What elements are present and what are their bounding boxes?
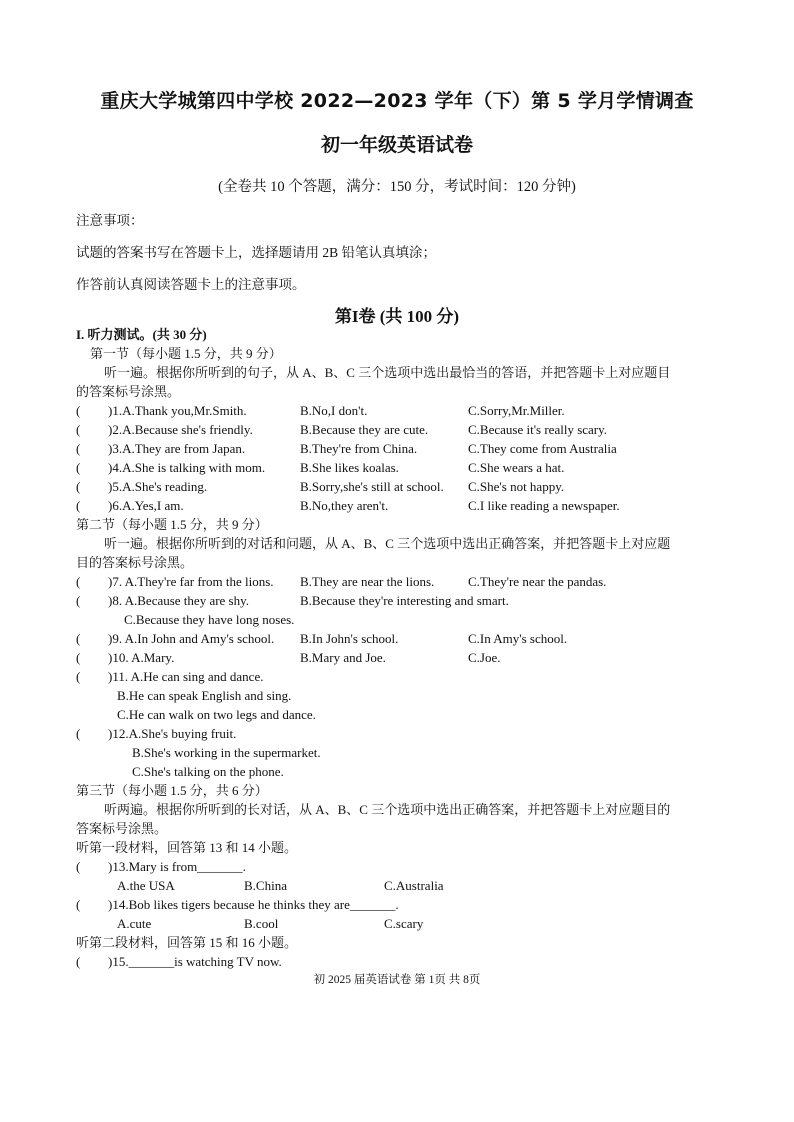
option-b: B.China (244, 878, 287, 893)
answer-bracket[interactable]: ( (76, 479, 81, 494)
answer-bracket[interactable]: ( (76, 897, 81, 912)
option-c: C.Because it's really scary. (468, 422, 608, 437)
option-c: C.She's not happy. (468, 479, 565, 494)
option-c: C.In Amy's school. (468, 631, 568, 646)
notes-heading: 注意事项： (76, 213, 144, 228)
option-a: A.cute (117, 916, 152, 931)
option-c: C.He can walk on two legs and dance. (117, 707, 316, 722)
option-a: )7. A.They're far from the lions. (108, 574, 274, 589)
option-a: )11. A.He can sing and dance. (108, 669, 264, 684)
answer-bracket[interactable]: ( (76, 669, 81, 684)
exam-subtitle: 初一年级英语试卷 (320, 134, 473, 156)
sub2-instruction: 听一遍。根据你所听到的对话和问题，从 A、B、C 三个选项中选出正确答案，并把答题卡上对应题 (104, 536, 671, 551)
option-a: )6.A.Yes,I am. (108, 498, 184, 513)
option-a: )10. A.Mary. (108, 650, 175, 665)
answer-bracket[interactable]: ( (76, 650, 81, 665)
answer-bracket[interactable]: ( (76, 574, 81, 589)
exam-title: 重庆大学城第四中学校 2022—2023 学年（下）第 5 学月学情调查 (100, 90, 694, 112)
option-a: )3.A.They are from Japan. (108, 441, 246, 456)
option-b: B.cool (244, 916, 279, 931)
option-b: B.Because they're interesting and smart. (300, 593, 509, 608)
sub2-title: 第二节（每小题 1.5 分，共 9 分） (76, 517, 268, 532)
answer-bracket[interactable]: ( (76, 498, 81, 513)
option-c: C.They're near the pandas. (468, 574, 607, 589)
option-a: )4.A.She is talking with mom. (108, 460, 266, 475)
listening-heading: I. 听力测试。(共 30 分) (76, 327, 207, 342)
question-stem: )14.Bob likes tigers because he thinks they are_______. (108, 897, 399, 912)
sub3-instruction: 听两遍。根据你所听到的长对话，从 A、B、C 三个选项中选出正确答案，并把答题卡上对应题目的 (104, 802, 671, 817)
sub1-title: 第一节（每小题 1.5 分，共 9 分） (90, 346, 282, 361)
option-c: C.Sorry,Mr.Miller. (468, 403, 565, 418)
answer-bracket[interactable]: ( (76, 631, 81, 646)
answer-bracket[interactable]: ( (76, 954, 81, 969)
part1-title: 第I卷 (共 100 分) (334, 307, 460, 326)
sub3-instruction-cont: 答案标号涂黑。 (76, 821, 168, 836)
option-b: B.She likes koalas. (300, 460, 399, 475)
option-b: B.Mary and Joe. (300, 650, 386, 665)
note-item-2: 作答前认真阅读答题卡上的注意事项。 (76, 277, 306, 292)
option-c: C.They come from Australia (468, 441, 617, 456)
question-stem: )13.Mary is from_______. (108, 859, 246, 874)
option-b: B.No,they aren't. (300, 498, 389, 513)
material-2-note: 听第二段材料，回答第 15 和 16 小题。 (76, 935, 298, 950)
option-a: )5.A.She's reading. (108, 479, 208, 494)
option-a: )1.A.Thank you,Mr.Smith. (108, 403, 247, 418)
page-footer: 初 2025 届英语试卷 第 1页 共 8页 (313, 974, 481, 986)
sub3-title: 第三节（每小题 1.5 分，共 6 分） (76, 783, 268, 798)
sub1-instruction: 听一遍。根据你所听到的句子，从 A、B、C 三个选项中选出最恰当的答语，并把答题卡上对应题目 (104, 365, 671, 380)
answer-bracket[interactable]: ( (76, 403, 81, 418)
option-c: C.scary (384, 916, 424, 931)
sub1-instruction-cont: 的答案标号涂黑。 (76, 384, 181, 399)
option-c: C.She wears a hat. (468, 460, 565, 475)
option-a: )9. A.In John and Amy's school. (108, 631, 275, 646)
option-a: A.the USA (117, 878, 175, 893)
material-1-note: 听第一段材料，回答第 13 和 14 小题。 (76, 840, 298, 855)
option-b: B.They are near the lions. (300, 574, 435, 589)
answer-bracket[interactable]: ( (76, 859, 81, 874)
option-b: B.He can speak English and sing. (117, 688, 292, 703)
option-b: B.Because they are cute. (300, 422, 429, 437)
option-c: C.Because they have long noses. (124, 612, 295, 627)
option-b: B.Sorry,she's still at school. (300, 479, 444, 494)
option-c: C.I like reading a newspaper. (468, 498, 620, 513)
answer-bracket[interactable]: ( (76, 422, 81, 437)
answer-bracket[interactable]: ( (76, 441, 81, 456)
option-b: B.In John's school. (300, 631, 399, 646)
option-b: B.No,I don't. (300, 403, 368, 418)
option-b: B.They're from China. (300, 441, 418, 456)
option-a: )2.A.Because she's friendly. (108, 422, 253, 437)
option-a: )8. A.Because they are shy. (108, 593, 250, 608)
option-a: )12.A.She's buying fruit. (108, 726, 237, 741)
question-stem: )15._______is watching TV now. (108, 954, 282, 969)
answer-bracket[interactable]: ( (76, 726, 81, 741)
exam-info: (全卷共 10 个答题，满分：150 分，考试时间：120 分钟) (218, 179, 576, 195)
option-c: C.Joe. (468, 650, 501, 665)
note-item-1: 试题的答案书写在答题卡上，选择题请用 2B 铅笔认真填涂； (76, 245, 437, 260)
answer-bracket[interactable]: ( (76, 460, 81, 475)
answer-bracket[interactable]: ( (76, 593, 81, 608)
sub2-instruction-cont: 目的答案标号涂黑。 (76, 555, 194, 570)
option-c: C.She's talking on the phone. (132, 764, 284, 779)
option-b: B.She's working in the supermarket. (132, 745, 321, 760)
option-c: C.Australia (384, 878, 444, 893)
